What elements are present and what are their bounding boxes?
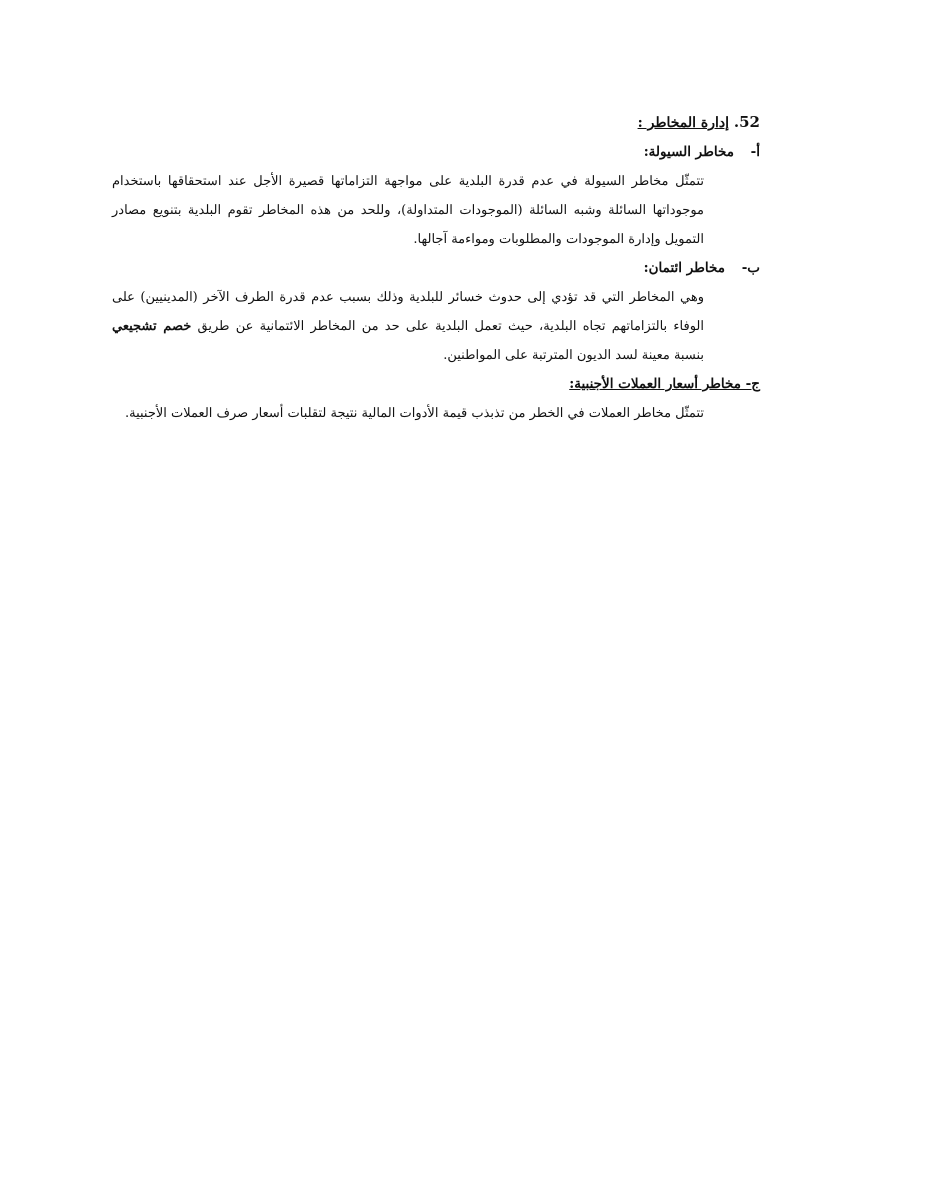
section-title: إدارة المخاطر :: [637, 115, 730, 131]
credit-text-after: بنسبة معينة لسد الديون المترتبة على المواطنين.: [443, 348, 704, 363]
credit-heading: [112, 254, 760, 283]
credit-title: مخاطر ائتمان:: [643, 260, 725, 276]
liquidity-title: مخاطر السيولة:: [643, 144, 734, 160]
credit-text-bold: خصم تشجيعي: [112, 319, 192, 334]
currency-paragraph: تتمثّل مخاطر العملات في الخطر من تذبذب قيمة الأدوات المالية نتيجة لتقلبات أسعار صرف العملات الأجنبية.: [124, 406, 704, 421]
credit-paragraph: [112, 283, 760, 370]
liquidity-heading: [112, 138, 760, 167]
credit-text-before: وهي المخاطر التي قد تؤدي إلى حدوث خسائر للبلدية وذلك بسبب عدم قدرة الطرف الآخر (المدينيين) على الوفاء بالتزاماتهم تجاه البلدية، حيث تعمل البلدية على حد من المخاطر الائتمانية عن طريق: [112, 290, 704, 334]
risk-management-section: [112, 108, 760, 428]
section-number: 52.: [733, 113, 760, 131]
liquidity-paragraph: تتمثّل مخاطر السيولة في عدم قدرة البلدية على مواجهة التزاماتها قصيرة الأجل عند استحقاقها باستخدام موجوداتها السائلة وشبه السائلة (الموجودات المتداولة)، وللحد من هذه المخاطر تقوم البلدية بتنويع مصادر التمويل وإدارة الموجودات والمطلوبات ومواءمة آجالها.: [112, 174, 704, 247]
liquidity-marker: أ‌-: [750, 144, 760, 160]
currency-heading: ج- مخاطر أسعار العملات الأجنبية:: [569, 376, 760, 392]
credit-marker: ب-: [741, 260, 760, 276]
section-heading: [112, 108, 760, 138]
